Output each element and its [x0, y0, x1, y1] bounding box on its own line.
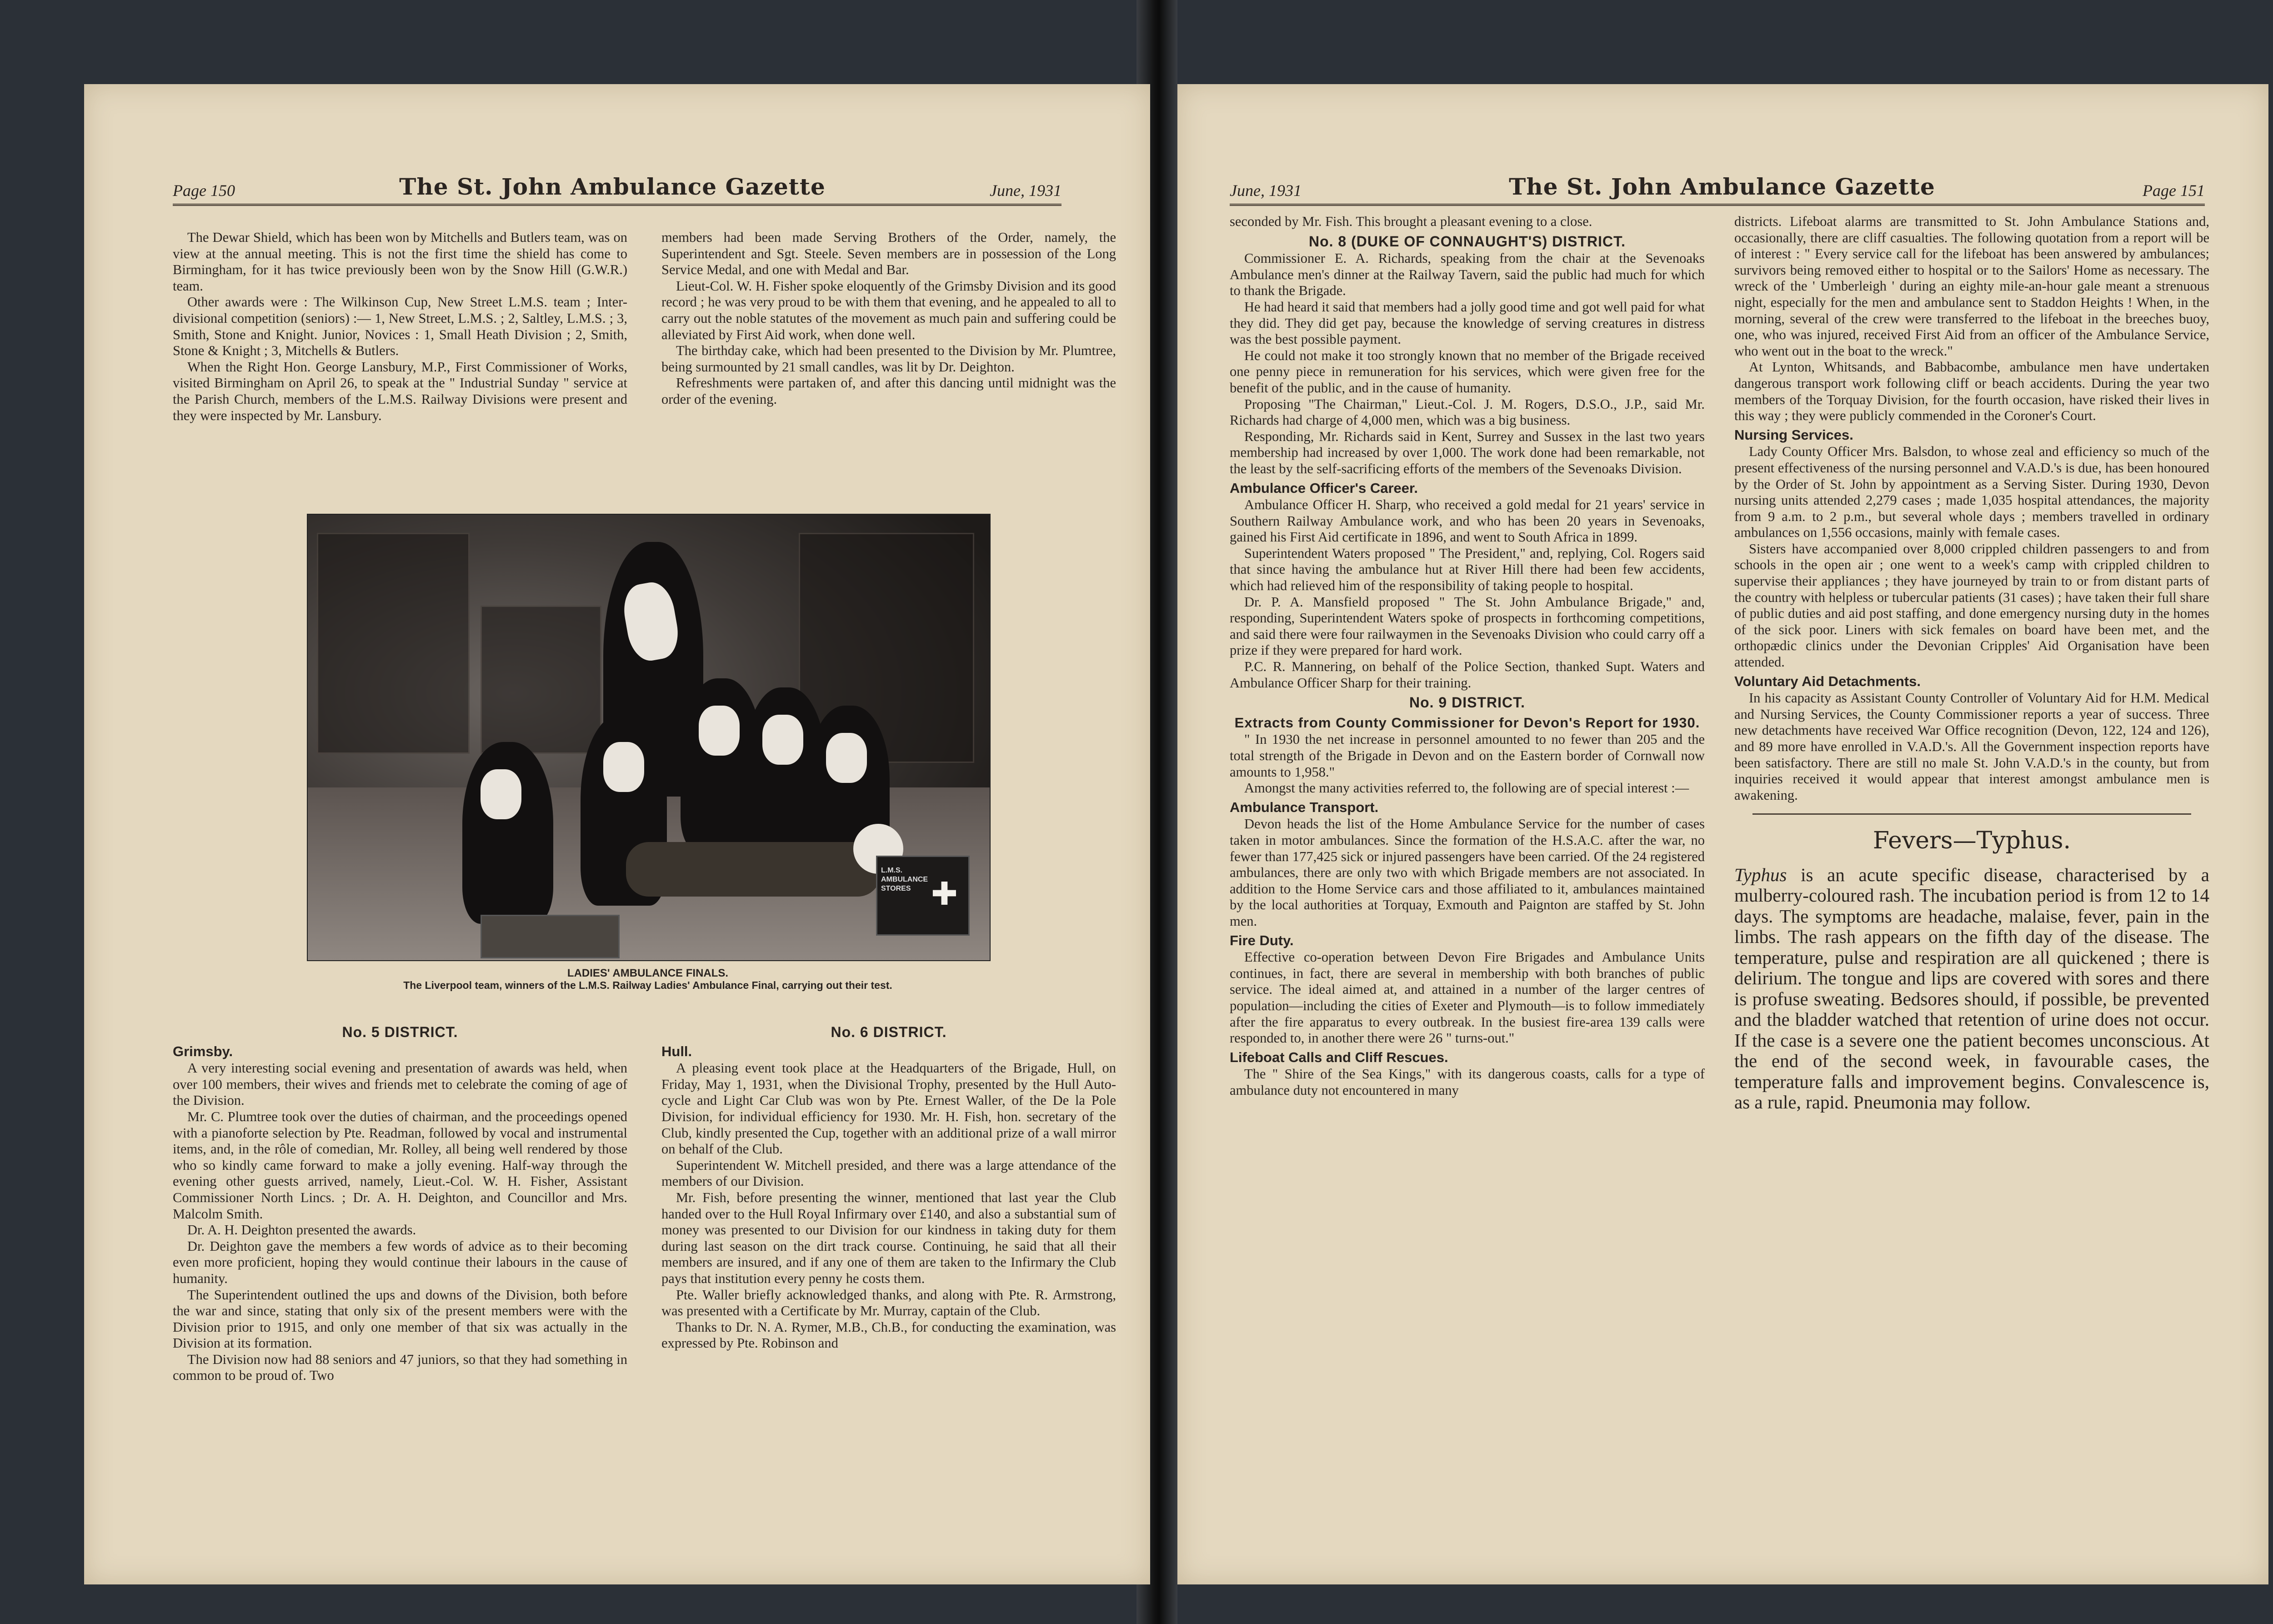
- subheading: Lifeboat Calls and Cliff Rescues.: [1230, 1049, 1448, 1065]
- left-page: [84, 84, 1150, 1584]
- paragraph: Refreshments were partaken of, and after this dancing until midnight was the order of the evening.: [661, 375, 1116, 407]
- photo-caption: [307, 967, 989, 992]
- issue-date: June, 1931: [1230, 181, 1302, 200]
- paragraph: Dr. P. A. Mansfield proposed " The St. John Ambulance Brigade," and, responding, Superintendent Waters spoke of prospects in forthcoming competitions, and said there were four railwaymen in the Sevenoaks Division who could carry off a prize if they were prepared for hard work.: [1230, 594, 1705, 658]
- paragraph: Lieut-Col. W. H. Fisher spoke eloquently of the Grimsby Division and its good record ; he was very proud to be with them that evening, and he appealed to all to carry out the noble statutes of the movement as much pain and suffering could be alleviated by First Aid work, when done well.: [661, 278, 1116, 342]
- ambulance-box: [876, 856, 970, 936]
- right-page-header: [1230, 173, 2205, 206]
- paragraph: Effective co-operation between Devon Fire Brigades and Ambulance Units continues, in fact, there are several in membership with both branches of public service. The ideal aimed at, and attained in a number of the larger centres of population—including the cities of Exeter and Plymouth—is to follow immediately after the fire apparatus to every outbreak. In the busiest fire-area 139 calls were responded to, in another there were 26 " turns-out.": [1230, 949, 1705, 1046]
- left-column-2-top: [661, 230, 1116, 408]
- masthead: The St. John Ambulance Gazette: [1509, 173, 1935, 200]
- issue-date: June, 1931: [990, 181, 1061, 200]
- page-number: Page 151: [2143, 181, 2205, 200]
- paragraph: A very interesting social evening and presentation of awards was held, when over 100 members, their wives and friends met to celebrate the coming of age of the Division.: [173, 1060, 627, 1108]
- fevers-article: [1734, 865, 2209, 1113]
- paragraph: seconded by Mr. Fish. This brought a pleasant evening to a close.: [1230, 214, 1592, 229]
- paragraph: Mr. Fish, before presenting the winner, mentioned that last year the Club handed over to the Hull Royal Infirmary over £140, and also a substantial sum of money was presented to our Division for our kindness in taking duty for them during last season on the dirt track course. Continuing, he said that all their members are insured, and if any one of them are taken to the Infirmary the Club pays that institution every penny he costs them.: [661, 1189, 1116, 1286]
- subheading: Ambulance Transport.: [1230, 799, 1379, 815]
- paragraph: Devon heads the list of the Home Ambulance Service for the number of cases taken in motor ambulances. Since the formation of the H.S.A.C. after the war, no fewer than 177,425 sick or injured passengers have been carried. Of the 24 registered ambulances, there are only two with which Brigade members are not associated. In addition to the Home Service cars and those affiliated to it, ambulances maintained by the local authorities at Torquay, Exmouth and Paignton are staffed by St. John men.: [1230, 816, 1705, 929]
- paragraph: The Dewar Shield, which has been won by Mitchells and Butlers team, was on view at the annual meeting. This is not the first time the shield has come to Birmingham, for it has twice previously been won by the Snow Hill (G.W.R.) team.: [173, 230, 627, 294]
- paragraph: Sisters have accompanied over 8,000 crippled children passengers to and from schools in the open air ; one went to a week's camp with crippled children to supervise their appliances ; they have journeyed by train to or from distant parts of the country with helpless or tubercular patients (31 cases) ; have taken their full share of public duties and aid post staffing, and done emergency nursing duty in the homes of the sick poor. Liners with sick females on board have been met, and the orthopædic clinics under the Devonian Cripples' Aid Organisation have been attended.: [1734, 541, 2209, 670]
- paragraph: Amongst the many activities referred to, the following are of special interest :—: [1244, 780, 1689, 796]
- subheading: Hull.: [661, 1043, 692, 1059]
- paragraph: When the Right Hon. George Lansbury, M.P., First Commissioner of Works, visited Birmingham on April 26, to speak at the " Industrial Sunday " service at the Parish Church, members of the L.M.S. Railway Divisions were present and they were inspected by Mr. Lansbury.: [173, 359, 627, 423]
- paragraph: members had been made Serving Brothers of the Order, namely, the Superintendent and Sgt. Steele. Seven members are in possession of the Long Service Medal, and one with Medal and Bar.: [661, 230, 1116, 278]
- section-heading: Extracts from County Commissioner for Devon's Report for 1930.: [1234, 714, 1700, 731]
- paragraph: Superintendent Waters proposed " The President," and, replying, Col. Rogers said that since having the ambulance hut at River Hill there had been few accidents, which had relieved him of the responsibility of taking people to hospital.: [1230, 545, 1705, 594]
- paragraph: At Lynton, Whitsands, and Babbacombe, ambulance men have undertaken dangerous transport work following cliff or beach accidents. During the year two members of the Torquay Division, for the fourth occasion, have risked their lives in this way ; they were publicly commended in the Coroner's Court.: [1734, 359, 2209, 424]
- paragraph: P.C. R. Mannering, on behalf of the Police Section, thanked Supt. Waters and Ambulance Officer Sharp for their training.: [1230, 659, 1705, 691]
- subheading: Voluntary Aid Detachments.: [1734, 673, 1921, 689]
- cross-icon: ✚: [931, 875, 958, 912]
- paragraph: Mr. C. Plumtree took over the duties of chairman, and the proceedings opened with a pianoforte selection by Pte. Readman, followed by vocal and instrumental items, and, in the rôle of comedian, Mr. Rolley, all being well rendered by those who so kindly came forward to make a jolly evening. Half-way through the evening other guests arrived, namely, Lieut.-Col. W. H. Fisher, Assistant Commissioner North Lincs. ; Dr. A. H. Deighton, and Councillor and Mrs. Malcolm Smith.: [173, 1108, 627, 1222]
- subheading: Ambulance Officer's Career.: [1230, 480, 1418, 496]
- paragraph: A pleasing event took place at the Headquarters of the Brigade, Hull, on Friday, May 1, 1931, when the Divisional Trophy, presented by the Hull Auto-cycle and Light Car Club was won by Pte. Ernest Waller, of the De la Pole Division, for individual efficiency for 1930. Mr. H. Fish, hon. secretary of the Club, kindly presented the Cup, together with an additional prize of a wall mirror on behalf of the Club.: [661, 1060, 1116, 1157]
- paragraph: Proposing "The Chairman," Lieut.-Col. J. M. Rogers, D.S.O., J.P., said Mr. Richards had charge of 4,000 men, which was a big business.: [1230, 396, 1705, 428]
- paragraph: He could not make it too strongly known that no member of the Brigade received one penny piece in remuneration for his services, which were given free for the benefit of the public, and in the cause of humanity.: [1230, 347, 1705, 396]
- paragraph: districts. Lifeboat alarms are transmitted to St. John Ambulance Stations and, occasionally, there are cliff casualties. The following quotation from a report will be of interest : " Every service call for the lifeboat has been answered by ambulances; survivors being removed either to hospital or to the Sailors' Home as necessary. The wreck of the ' Umberleigh ' during an eighty mile-an-hour gale meant a strenuous night, especially for the men and ambulance sent to Staddon Heights ! When, in the morning, several of the crew were transferred to the lifeboat in the breeches buoy, one, who was injured, received First Aid from an officer of the Ambulance Service, who went out in the boat to the wreck.": [1734, 214, 2209, 359]
- right-column-2: [1734, 214, 2209, 1113]
- paragraph: Other awards were : The Wilkinson Cup, New Street L.M.S. team ; Inter-divisional competition (seniors) :— 1, New Street, L.M.S. ; 2, Saltley, L.M.S. ; 3, Smith, Stone and Knight. Junior, Novices : 1, Small Heath Division ; 2, Smith, Stone & Knight ; 3, Mitchells & Butlers.: [173, 294, 627, 359]
- box-label: L.M.S. AMBULANCE STORES: [881, 867, 928, 892]
- caption-text: The Liverpool team, winners of the L.M.S. Railway Ladies' Ambulance Final, carrying out their test.: [403, 979, 892, 991]
- paragraph: The birthday cake, which had been presented to the Division by Mr. Plumtree, being surmounted by 21 small candles, was lit by Dr. Deighton.: [661, 343, 1116, 375]
- paragraph: Ambulance Officer H. Sharp, who received a gold medal for 21 years' service in Southern Railway Ambulance work, and who has been 20 years in Sevenoaks, gained his First Aid certificate in 1896, and went to South Africa in 1899.: [1230, 497, 1705, 545]
- fevers-lead: Typhus: [1734, 864, 1787, 885]
- left-column-1-bottom: [173, 1021, 627, 1384]
- section-heading: No. 5 DISTRICT.: [342, 1024, 458, 1040]
- section-heading: No. 6 DISTRICT.: [831, 1024, 947, 1040]
- paragraph: Superintendent W. Mitchell presided, and there was a large attendance of the members of our Division.: [661, 1157, 1116, 1189]
- subheading: Nursing Services.: [1734, 426, 1853, 443]
- caption-title: LADIES' AMBULANCE FINALS.: [567, 967, 729, 979]
- paragraph: Dr. A. H. Deighton presented the awards.: [187, 1222, 416, 1238]
- paragraph: He had heard it said that members had a jolly good time and got well paid for what they did. They did get pay, because the knowledge of serving creatures in distress was the best possible payment.: [1230, 299, 1705, 347]
- paragraph: Dr. Deighton gave the members a few words of advice as to their becoming even more proficient, hoping they would continue their labours in the cause of humanity.: [173, 1238, 627, 1286]
- page-number: Page 150: [173, 181, 235, 200]
- left-column-2-bottom: [661, 1021, 1116, 1352]
- left-page-header: [173, 173, 1061, 206]
- paragraph: Pte. Waller briefly acknowledged thanks, and along with Pte. R. Armstrong, was presented with a Certificate by Mr. Murray, captain of the Club.: [661, 1287, 1116, 1319]
- fevers-text: is an acute specific disease, characterised by a mulberry-coloured rash. The incubation period is from 12 to 14 days. The symptoms are headache, malaise, fever, pain in the limbs. The rash appears on the fifth day of the disease. The temperature, pulse and respiration are all quickened ; there is delirium. The tongue and lips are covered with sores and there is profuse sweating. Bedsores should, if possible, be prevented and the bladder watched that retention of urine does not occur. If the case is a severe one the patient becomes unconscious. At the end of the second week, in favourable cases, the temperature falls and improvement begins. Convalescence is, as a rule, rapid. Pneumonia may follow.: [1734, 864, 2209, 1113]
- paragraph: Responding, Mr. Richards said in Kent, Surrey and Sussex in the last two years membership had increased by over 1,000. The work done had been remarkable, not the least by the self-sacrificing efforts of the members of the Sevenoaks Division.: [1230, 428, 1705, 476]
- paragraph: Lady County Officer Mrs. Balsdon, to whose zeal and efficiency so much of the present effectiveness of the nursing personnel and V.A.D.'s is due, has been honoured by the Order of St. John by appointment as a Serving Sister. During 1930, Devon nursing units attended 2,279 cases ; made 1,035 hospital attendances, the majority from 9 a.m. to 2 p.m., but several whole days ; members travelled in ordinary ambulances on 1,556 occasions, mainly with female cases.: [1734, 444, 2209, 541]
- team-photograph: [307, 514, 991, 961]
- left-column-1-top: [173, 230, 627, 424]
- paragraph: The Division now had 88 seniors and 47 juniors, so that they had something in common to be proud of. Two: [173, 1351, 627, 1383]
- paragraph: Thanks to Dr. N. A. Rymer, M.B., Ch.B., for conducting the examination, was expressed by Pte. Robinson and: [661, 1319, 1116, 1351]
- section-heading: No. 8 (DUKE OF CONNAUGHT'S) DISTRICT.: [1308, 233, 1626, 250]
- paragraph: Commissioner E. A. Richards, speaking from the chair at the Sevenoaks Ambulance men's dinner at the Railway Tavern, said the public had much for which to thank the Brigade.: [1230, 251, 1705, 299]
- subheading: Grimsby.: [173, 1043, 233, 1059]
- paragraph: The " Shire of the Sea Kings," with its dangerous coasts, calls for a type of ambulance duty not encountered in many: [1230, 1066, 1705, 1098]
- masthead: The St. John Ambulance Gazette: [399, 173, 826, 200]
- right-page: [1177, 84, 2268, 1584]
- right-column-1: [1230, 214, 1705, 1098]
- paragraph: In his capacity as Assistant County Controller of Voluntary Aid for H.M. Medical and Nursing Services, the County Commissioner reports a year of success. Three new detachments have received War Office recognition (Devon, 122, 124 and 126), and 89 more have enrolled in V.A.D.'s. All the Government inspection reports have been satisfactory. There are still no male St. John V.A.D.'s in the county, but from inquiries received it would appear that interest amongst ambulance men is awakening.: [1734, 690, 2209, 803]
- fevers-title: Fevers—Typhus.: [1872, 827, 2071, 855]
- section-heading: No. 9 DISTRICT.: [1409, 694, 1525, 711]
- subheading: Fire Duty.: [1230, 932, 1294, 948]
- paragraph: The Superintendent outlined the ups and downs of the Division, both before the war and since, stating that only six of the present members were with the Division prior to 1915, and only one member of that six was actually in the Division at its formation.: [173, 1287, 627, 1351]
- paragraph: " In 1930 the net increase in personnel amounted to no fewer than 205 and the total strength of the Brigade in Devon and on the Eastern border of Cornwall now amounts to 1,958.": [1230, 732, 1705, 780]
- divider: [1752, 813, 2191, 815]
